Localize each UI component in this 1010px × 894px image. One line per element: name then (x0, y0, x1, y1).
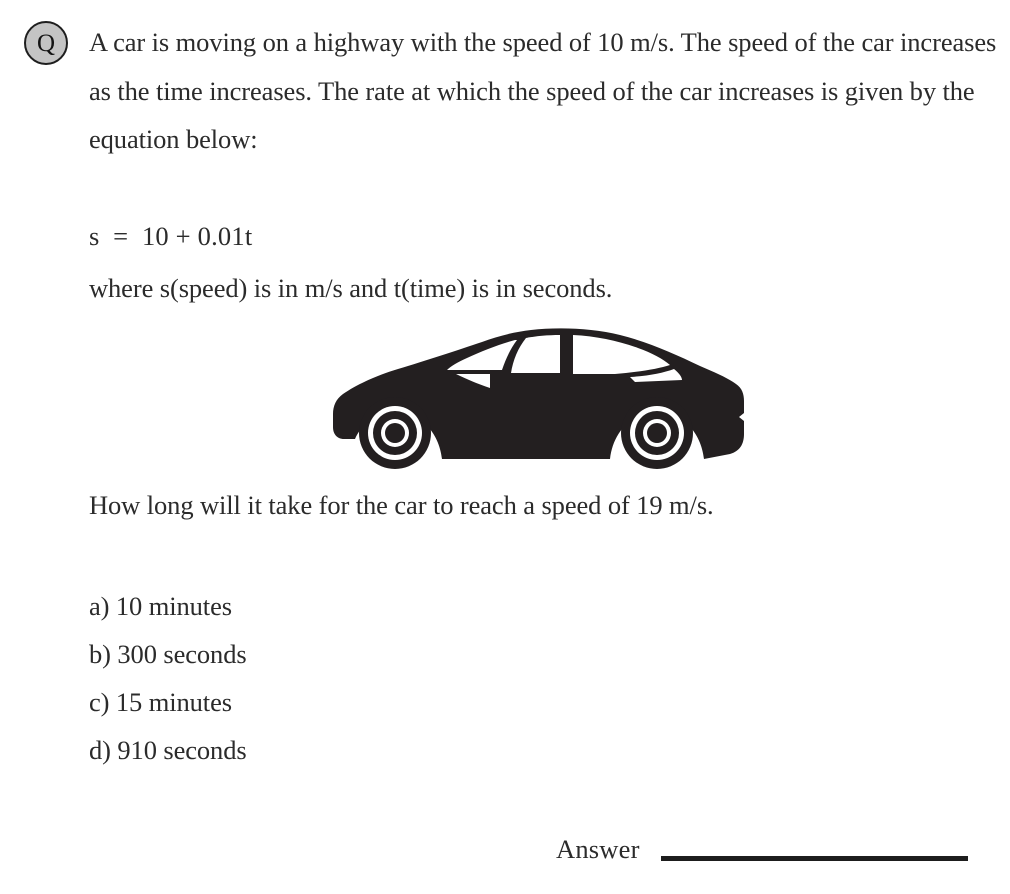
question-badge: Q (24, 21, 68, 65)
follow-up-question: How long will it take for the car to reach a speed of 19 m/s. (89, 490, 714, 520)
car-silhouette-icon (330, 318, 755, 473)
units-note: where s(speed) is in m/s and t(time) is in seconds. (89, 273, 613, 303)
option-c[interactable]: c) 15 minutes (89, 687, 232, 717)
answer-blank-line[interactable] (661, 856, 968, 861)
option-d[interactable]: d) 910 seconds (89, 735, 247, 765)
question-stem: A car is moving on a highway with the speed of 10 m/s. The speed of the car increases as the time increases. The rate at which the speed of the car increases is given by the equation below: (89, 27, 997, 154)
option-a[interactable]: a) 10 minutes (89, 591, 232, 621)
answer-options (89, 582, 709, 774)
answer-row (556, 834, 640, 864)
speed-equation: s = 10 + 0.01t (89, 221, 253, 251)
car-silhouette-figure (330, 318, 755, 473)
answer-label: Answer (556, 834, 640, 864)
option-b[interactable]: b) 300 seconds (89, 639, 247, 669)
